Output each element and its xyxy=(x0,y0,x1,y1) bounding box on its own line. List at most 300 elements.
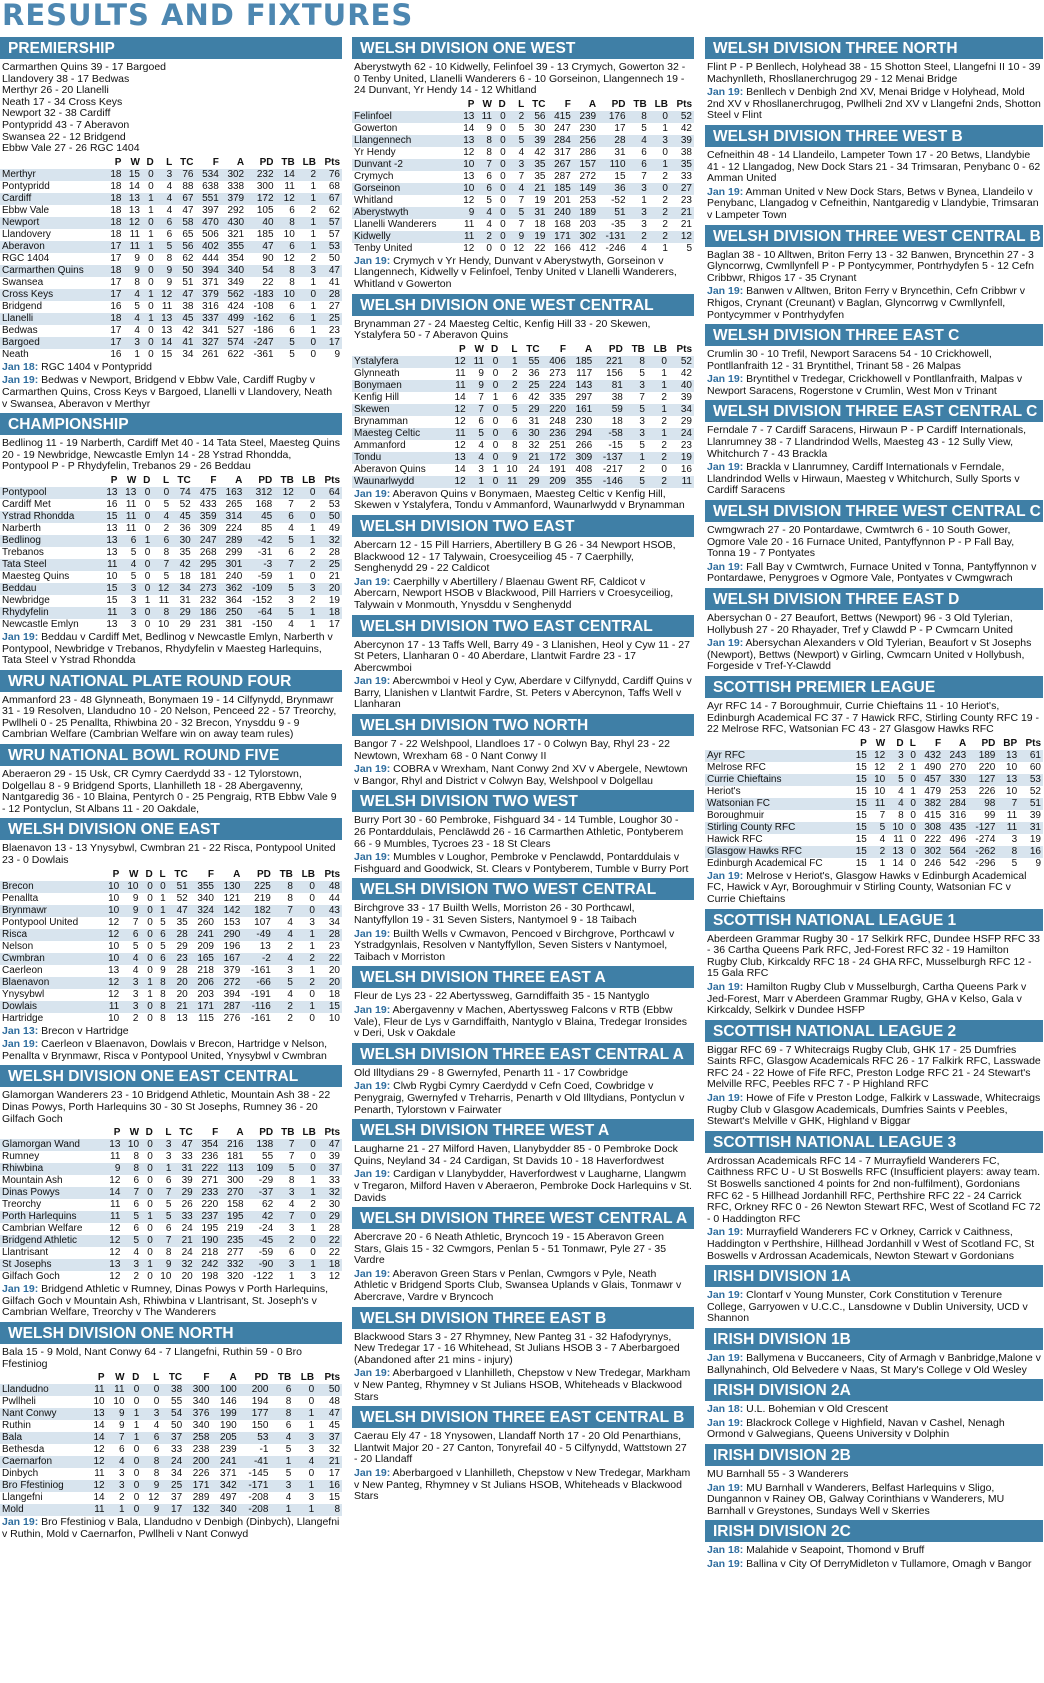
table-row xyxy=(0,965,342,977)
table-cell: 39 xyxy=(1019,810,1043,822)
table-row xyxy=(0,1396,342,1408)
table-cell: -35 xyxy=(598,219,627,231)
page-headline: RESULTS AND FIXTURES xyxy=(2,0,414,32)
table-row xyxy=(352,171,694,183)
table-row xyxy=(0,523,342,535)
table-cell: 38 xyxy=(161,1384,184,1396)
table-cell: 33 xyxy=(318,1175,342,1187)
table-cell: -64 xyxy=(244,607,274,619)
table-cell: 24 xyxy=(520,464,542,476)
column-header: PD xyxy=(608,343,623,355)
section-title: WELSH DIVISION TWO WEST xyxy=(352,790,694,812)
table-cell: 0 xyxy=(906,750,918,762)
column-header: LB xyxy=(300,1372,315,1384)
table-cell: 107 xyxy=(242,917,273,929)
table-cell: 138 xyxy=(246,1139,276,1151)
table-cell: -109 xyxy=(244,583,274,595)
team-name: Glamorgan Wand xyxy=(0,1139,104,1151)
fixture-date: Jan 19: xyxy=(707,461,744,474)
table-cell: 0 xyxy=(494,219,508,231)
table-cell: 88 xyxy=(174,181,195,193)
table-cell: 1 xyxy=(107,1504,127,1516)
table-cell: 316 xyxy=(195,301,220,313)
table-cell: 3 xyxy=(273,965,295,977)
section-welsh-division-two-west xyxy=(352,790,694,875)
table-cell: -262 xyxy=(968,846,997,858)
table-cell: 2 xyxy=(275,1235,296,1247)
table-cell: 253 xyxy=(943,786,968,798)
section-title: WELSH DIVISION ONE NORTH xyxy=(0,1322,342,1344)
table-cell: 2 xyxy=(296,595,318,607)
team-name: Aberavon Quins xyxy=(352,464,448,476)
table-cell: 1 xyxy=(155,905,168,917)
table-cell: 320 xyxy=(220,1271,245,1283)
team-name: Pontypridd xyxy=(0,181,105,193)
team-name: Brynamman xyxy=(352,416,448,428)
column-header: F xyxy=(203,1372,210,1384)
team-name: Dunvant -2 xyxy=(352,159,458,171)
fixture-line xyxy=(707,1353,1041,1376)
table-cell: 3 xyxy=(297,265,318,277)
table-cell: -15 xyxy=(594,440,625,452)
table-cell: 5 xyxy=(155,1211,174,1223)
results-text: Baglan 38 - 10 Alltwen, Briton Ferry 13 - 32 Banwen, Bryncethin 27 - 3 Glyncorrwg, Cwmllynfell P - P Pontycymmer, Pontrhydyfen 5 - 12 Cefn Cribbwr, Rhigos 17 - 35 Crynant xyxy=(707,248,1034,284)
table-cell: 295 xyxy=(193,559,219,571)
table-cell: 17 xyxy=(598,123,627,135)
table-cell: 35 xyxy=(526,171,547,183)
table-cell: 13 xyxy=(102,965,121,977)
table-cell: 1 xyxy=(274,571,296,583)
table-cell: 15 xyxy=(101,595,120,607)
table-cell: 3 xyxy=(296,583,318,595)
table-cell: -183 xyxy=(246,289,275,301)
table-cell: 11 xyxy=(104,1151,123,1163)
fixture-line xyxy=(707,462,1041,497)
table-cell: 12 xyxy=(276,253,297,265)
table-cell: 146 xyxy=(211,1396,238,1408)
fixture-date: Jan 19: xyxy=(707,373,744,386)
table-cell: 177 xyxy=(239,1408,271,1420)
table-cell: 58 xyxy=(174,217,195,229)
table-cell: 11 xyxy=(887,834,905,846)
fixture-text: Aberbargoed v Llanhilleth, Chepstow v New Tredegar, Markham v New Panteg, Rhymney v St Julians HSOB, Whiteheads v Blackwood Stars xyxy=(354,1467,691,1503)
table-cell: -24 xyxy=(246,1223,276,1235)
section-title: WELSH DIVISION TWO WEST CENTRAL xyxy=(352,878,694,900)
table-cell: 14 xyxy=(458,123,477,135)
column-header: W xyxy=(875,737,886,749)
column-header: LB xyxy=(302,474,316,486)
column-header: LB xyxy=(302,1127,316,1139)
table-cell: 3 xyxy=(122,1259,141,1271)
table-cell: 0 xyxy=(142,181,156,193)
table-cell: 324 xyxy=(190,905,216,917)
team-name: Melrose RFC xyxy=(705,762,850,774)
table-cell: 14 xyxy=(104,1187,123,1199)
table-cell: 527 xyxy=(221,325,246,337)
table-cell: 47 xyxy=(168,905,190,917)
table-cell: 309 xyxy=(193,523,219,535)
fixture-text: Aberavon Quins v Bonymaen, Maesteg Celtic v Kenfig Hill, Skewen v Ystalyfera, Tondu v Ammanford, Waunarlwydd v Brynamman xyxy=(354,487,685,512)
table-cell: 130 xyxy=(216,881,242,893)
table-cell: 2 xyxy=(500,368,519,380)
results-text: Abercarn 12 - 15 Pill Harriers, Abertillery B G 26 - 34 Newport HSOB, Blackwood 12 - 17 Talywain, Croesyceiliog 45 - 7 Caerphilly, Senghenydd 29 - 22 Caldicot xyxy=(354,538,676,575)
table-cell: 40 xyxy=(246,217,275,229)
section-title: WELSH DIVISION TWO EAST CENTRAL xyxy=(352,615,694,637)
team-name: Blaenavon xyxy=(0,977,102,989)
table-row xyxy=(0,1480,342,1492)
table-cell: 5 xyxy=(152,499,171,511)
table-cell: -208 xyxy=(239,1492,271,1504)
table-row xyxy=(0,229,342,241)
team-name: Risca xyxy=(0,929,102,941)
table-cell: 4 xyxy=(273,929,295,941)
table-cell: 5 xyxy=(156,241,175,253)
table-cell: 5 xyxy=(119,571,138,583)
table-cell: 294 xyxy=(568,428,594,440)
table-cell: 3 xyxy=(121,989,140,1001)
table-cell: 29 xyxy=(669,416,694,428)
table-cell: 5 xyxy=(122,1235,141,1247)
table-row xyxy=(0,905,342,917)
table-cell: 394 xyxy=(216,989,242,1001)
table-cell: -2 xyxy=(242,953,273,965)
team-column-header xyxy=(705,738,850,750)
fixture-text: Bro Ffestiniog v Bala, Llandudno v Denbigh (Dinbych), Llangefni v Ruthin, Mold v Caernarfon, Pwllheli v Nant Conwyd xyxy=(2,1516,340,1540)
column-header: Pts xyxy=(676,98,692,110)
table-cell: 42 xyxy=(669,368,694,380)
team-name: Bargoed xyxy=(0,337,105,349)
table-row xyxy=(0,1223,342,1235)
section-welsh-division-three-east-central-a xyxy=(352,1043,694,1116)
table-row xyxy=(0,1151,342,1163)
fixture-date: Jan 19: xyxy=(2,374,39,387)
table-cell: 43 xyxy=(317,905,342,917)
table-cell: 8 xyxy=(273,893,295,905)
column-header: TC xyxy=(168,1372,183,1384)
column-header: A xyxy=(585,343,593,355)
table-cell: 21 xyxy=(316,1456,342,1468)
table-cell: 39 xyxy=(318,1151,342,1163)
table-cell: 45 xyxy=(244,511,274,523)
table-row xyxy=(0,337,342,349)
table-cell: 542 xyxy=(943,858,968,870)
table-cell: 31 xyxy=(520,416,542,428)
table-row xyxy=(0,193,342,205)
table-cell: 5 xyxy=(121,941,140,953)
table-cell: 6 xyxy=(276,313,297,325)
table-cell: 42 xyxy=(526,147,547,159)
table-cell: 15 xyxy=(850,774,868,786)
table-cell: 185 xyxy=(568,356,594,368)
table-cell: 189 xyxy=(573,207,598,219)
table-cell: 219 xyxy=(242,893,273,905)
fixture-line xyxy=(707,374,1041,397)
table-row xyxy=(352,207,694,219)
fixture-date: Jan 19: xyxy=(707,560,744,573)
table-cell: 5 xyxy=(997,858,1019,870)
table-cell: 0 xyxy=(297,349,318,361)
table-cell: 7 xyxy=(121,917,140,929)
table-cell: 7 xyxy=(273,905,295,917)
fixture-line xyxy=(707,1559,1041,1571)
table-cell: 379 xyxy=(195,289,220,301)
table-cell: 3 xyxy=(293,1444,316,1456)
table-cell: 9 xyxy=(156,277,175,289)
table-cell: 0 xyxy=(486,404,500,416)
table-cell: 0 xyxy=(141,1271,155,1283)
table-cell: 276 xyxy=(216,1013,242,1025)
table-cell: 7 xyxy=(508,195,527,207)
table-cell: 5 xyxy=(276,337,297,349)
table-cell: 1 xyxy=(270,1456,293,1468)
table-cell: 4 xyxy=(273,917,295,929)
table-row xyxy=(0,1504,342,1516)
table-row xyxy=(0,1259,342,1271)
table-cell: 161 xyxy=(568,404,594,416)
table-cell: 1 xyxy=(295,941,317,953)
table-cell: 22 xyxy=(318,1235,342,1247)
table-cell: 62 xyxy=(174,253,195,265)
team-name: Ystalyfera xyxy=(352,356,448,368)
table-cell: 132 xyxy=(184,1504,211,1516)
table-cell: 0 xyxy=(476,243,494,255)
section-welsh-division-three-west-central-c xyxy=(705,500,1043,585)
table-cell: 9 xyxy=(468,368,486,380)
table-cell: 13 xyxy=(156,313,175,325)
table-cell: 4 xyxy=(275,1199,296,1211)
table-cell: -31 xyxy=(244,547,274,559)
table-cell: 0 xyxy=(141,1139,155,1151)
table-row xyxy=(705,810,1043,822)
table-cell: 52 xyxy=(1019,786,1043,798)
table-cell: 289 xyxy=(184,1492,211,1504)
table-cell: 397 xyxy=(195,205,220,217)
table-cell: 5 xyxy=(625,368,647,380)
table-cell: 201 xyxy=(547,195,572,207)
table-cell: 7 xyxy=(152,559,171,571)
table-cell: 37 xyxy=(316,1432,342,1444)
table-cell: 1 xyxy=(293,1480,316,1492)
table-cell: 9 xyxy=(476,123,494,135)
table-cell: 7 xyxy=(625,392,647,404)
table-cell: 8 xyxy=(270,1408,293,1420)
table-cell: 18 xyxy=(105,205,124,217)
table-cell: 12 xyxy=(87,1444,107,1456)
column-header: P xyxy=(458,343,466,355)
table-cell: 1 xyxy=(141,1211,155,1223)
table-cell: 209 xyxy=(542,476,568,488)
table-cell: 312 xyxy=(244,487,274,499)
column-header: TC xyxy=(526,343,540,355)
table-cell: 220 xyxy=(542,404,568,416)
table-cell: -116 xyxy=(242,1001,273,1013)
table-cell: 17 xyxy=(105,277,124,289)
table-cell: 4 xyxy=(270,1492,293,1504)
section-title: WELSH DIVISION ONE EAST CENTRAL xyxy=(0,1065,342,1087)
table-cell: 0 xyxy=(649,183,670,195)
column-header: LB xyxy=(653,343,667,355)
fixture-text: Mumbles v Loughor, Pembroke v Penclawdd, Pontarddulais v Fishguard and Goodwick, St. Clears v Pontyberem, Tumble v Burry Port xyxy=(354,851,689,875)
table-cell: 349 xyxy=(221,277,246,289)
table-cell: 220 xyxy=(968,762,997,774)
fixture-date: Jan 19: xyxy=(354,575,391,588)
table-cell: 230 xyxy=(568,416,594,428)
table-row xyxy=(0,619,342,631)
table-cell: 2 xyxy=(649,231,670,243)
table-cell: 42 xyxy=(520,392,542,404)
table-cell: 7 xyxy=(275,1139,296,1151)
table-cell: 181 xyxy=(193,571,219,583)
table-cell: 8 xyxy=(155,1013,168,1025)
table-cell: 11 xyxy=(997,810,1019,822)
fixture-line xyxy=(2,1026,340,1038)
table-cell: 10 xyxy=(102,1013,121,1025)
table-cell: 5 xyxy=(887,774,905,786)
table-cell: 236 xyxy=(195,1151,220,1163)
table-cell: 1 xyxy=(486,464,500,476)
table-cell: 3 xyxy=(295,917,317,929)
table-cell: 371 xyxy=(195,277,220,289)
section-welsh-division-one-west-central xyxy=(352,294,694,512)
table-cell: 4 xyxy=(274,523,296,535)
table-cell: 28 xyxy=(317,547,342,559)
table-cell: -274 xyxy=(968,834,997,846)
column-header: F xyxy=(212,156,219,168)
table-cell: 272 xyxy=(573,171,598,183)
fixture-date: Jan 19: xyxy=(2,1516,39,1529)
column-header: A xyxy=(229,1372,237,1384)
fixture-date: Jan 19: xyxy=(354,851,391,864)
table-cell: 1 xyxy=(127,1432,142,1444)
team-name: Bala xyxy=(0,1432,87,1444)
table-cell: 31 xyxy=(598,147,627,159)
table-cell: 0 xyxy=(140,905,154,917)
team-name: Gilfach Goch xyxy=(0,1271,104,1283)
table-cell: 355 xyxy=(221,241,246,253)
table-cell: 30 xyxy=(318,1199,342,1211)
fixture-text: Hamilton Rugby Club v Musselburgh, Cartha Queens Park v Jed-Forest, Marr v Aberdeen Grammar Rugby, GHA v Kelso, Gala v Kirkcaldy, Selkirk v Dundee HSFP xyxy=(707,980,1027,1017)
table-cell: 18 xyxy=(105,313,124,325)
table-row xyxy=(352,243,694,255)
table-row xyxy=(0,893,342,905)
fixture-text: Abercwmboi v Heol y Cyw, Aberdare v Cilfynydd, Cardiff Quins v Barry, Llanishen v Llantwit Fardre, St. Peters v Abercynon, Taffs Well v Llanharan xyxy=(354,675,692,711)
table-cell: 302 xyxy=(573,231,598,243)
section-welsh-division-three-west-central-a xyxy=(352,1207,694,1304)
table-cell: 28 xyxy=(168,965,190,977)
fixture-date: Jan 19: xyxy=(2,1283,39,1296)
table-cell: 230 xyxy=(573,123,598,135)
table-cell: 8 xyxy=(156,253,175,265)
column-header: D xyxy=(132,1372,140,1384)
team-name: Hawick RFC xyxy=(705,834,850,846)
fixture-line xyxy=(707,1290,1041,1325)
table-cell: 29 xyxy=(168,941,190,953)
table-cell: 56 xyxy=(174,241,195,253)
table-row xyxy=(352,380,694,392)
fixture-text: Abergavenny v Machen, Abertyssweg Falcons v RTB (Ebbw Vale), Fleur de Lys v Garndiffaith, Nantyglo v Blaina, Tredegar Ironsides v Deri, Usk v Oakdale xyxy=(354,1003,688,1040)
table-cell: 13 xyxy=(458,171,477,183)
table-cell: 25 xyxy=(317,559,342,571)
table-cell: 3 xyxy=(119,583,138,595)
team-name: Ystrad Rhondda xyxy=(0,511,101,523)
table-cell: 28 xyxy=(168,929,190,941)
table-cell: 4 xyxy=(476,207,494,219)
results-text: Crumlin 30 - 10 Trefil, Newport Saracens 54 - 10 Crickhowell, Pontllanfraith 12 - 31 Bryntithel, Trinant 58 - 26 Malpas xyxy=(707,348,992,372)
table-cell: 15 xyxy=(850,786,868,798)
column-header: F xyxy=(559,343,566,355)
table-cell: 0 xyxy=(296,571,318,583)
table-cell: 406 xyxy=(542,356,568,368)
table-cell: 10 xyxy=(317,1013,342,1025)
table-cell: 302 xyxy=(918,846,943,858)
table-cell: 340 xyxy=(190,893,216,905)
table-cell: -186 xyxy=(246,325,275,337)
table-cell: 5 xyxy=(508,207,527,219)
fixture-text: Bryntithel v Tredegar, Crickhowell v Pontllanfraith, Malpas v Newport Saracens, Rogerstone v Crumlin, West Mon v Trinant xyxy=(707,373,1023,397)
table-cell: 39 xyxy=(173,1175,194,1187)
table-cell: 16 xyxy=(101,499,120,511)
table-cell: 0 xyxy=(486,380,500,392)
table-cell: 9 xyxy=(500,452,519,464)
column-header: L xyxy=(909,737,916,749)
column-header: W xyxy=(482,98,492,110)
table-cell: 12 xyxy=(102,977,121,989)
table-cell: 12 xyxy=(156,289,175,301)
team-name: Pontypool xyxy=(0,487,101,499)
table-cell: 21 xyxy=(317,571,342,583)
table-cell: 11 xyxy=(119,499,138,511)
team-name: Llangennech xyxy=(352,135,458,147)
section-welsh-division-three-east-central-b xyxy=(352,1406,694,1503)
table-cell: 236 xyxy=(542,428,568,440)
table-cell: 2 xyxy=(295,953,317,965)
table-cell: 4 xyxy=(121,965,140,977)
table-cell: 0 xyxy=(296,1247,317,1259)
table-cell: -246 xyxy=(598,243,627,255)
column-header: PD xyxy=(259,1127,274,1139)
fixture-date: Jan 19: xyxy=(354,1003,391,1016)
column-header: BP xyxy=(1003,737,1018,749)
table-cell: 290 xyxy=(216,929,242,941)
table-cell: 0 xyxy=(293,1384,316,1396)
table-cell: 10 xyxy=(458,159,477,171)
fixture-date: Jan 19: xyxy=(707,285,744,298)
team-name: Glasgow Hawks RFC xyxy=(705,846,850,858)
section-championship xyxy=(0,413,342,667)
table-cell: -52 xyxy=(598,195,627,207)
table-cell: 23 xyxy=(318,325,342,337)
table-cell: 267 xyxy=(547,159,572,171)
results-text: Ferndale 7 - 7 Cardiff Saracens, Hirwaun P - P Cardiff Internationals, Llanrumney 38 - 7 Llandrindod Wells, Maesteg 43 - 12 Sully View, Whitchurch 7 - 43 Brackla xyxy=(707,424,1027,460)
fixture-date: Jan 19: xyxy=(707,637,744,650)
table-cell: 475 xyxy=(193,487,219,499)
results-text: Ardrossan Academicals RFC 14 - 7 Murrayfield Wanderers FC, Caithness RFC U - U St Boswells RFC (Insufficient players: away team. St Boswells sanctioned 4 points for 2nd non-fulfilment), Gordonians RFC 62 - 5 Hillhead Jordanhill RFC, Perthshire RFC 22 - 24 Carrick RFC, Orkney RFC 0 - 26 Newton Stewart RFC, West of Scotland FC 72 - 0 Haddington RFC xyxy=(707,1154,1041,1225)
section-title: WELSH DIVISION THREE EAST CENTRAL B xyxy=(352,1406,694,1428)
fixture-date: Jan 19: xyxy=(354,675,391,688)
fixture-date: Jan 13: xyxy=(2,1024,39,1037)
table-cell: 1 xyxy=(142,241,156,253)
table-cell: 4 xyxy=(628,243,649,255)
column-header: D xyxy=(145,868,153,880)
table-cell: 5 xyxy=(155,1199,174,1211)
table-row xyxy=(352,135,694,147)
table-cell: 3 xyxy=(274,595,296,607)
fixture-date: Jan 19: xyxy=(707,1226,744,1239)
fixture-text: Amman United v New Dock Stars, Betws v Bynea, Llandeilo v Penybanc, Llangadog v Cefneithin, Nantgaredig v Llandybie, Trimsaran v Lampeter Town xyxy=(707,185,1039,221)
column-header: Pts xyxy=(324,868,340,880)
table-cell: 11 xyxy=(107,1384,127,1396)
table-cell: 15 xyxy=(850,750,868,762)
